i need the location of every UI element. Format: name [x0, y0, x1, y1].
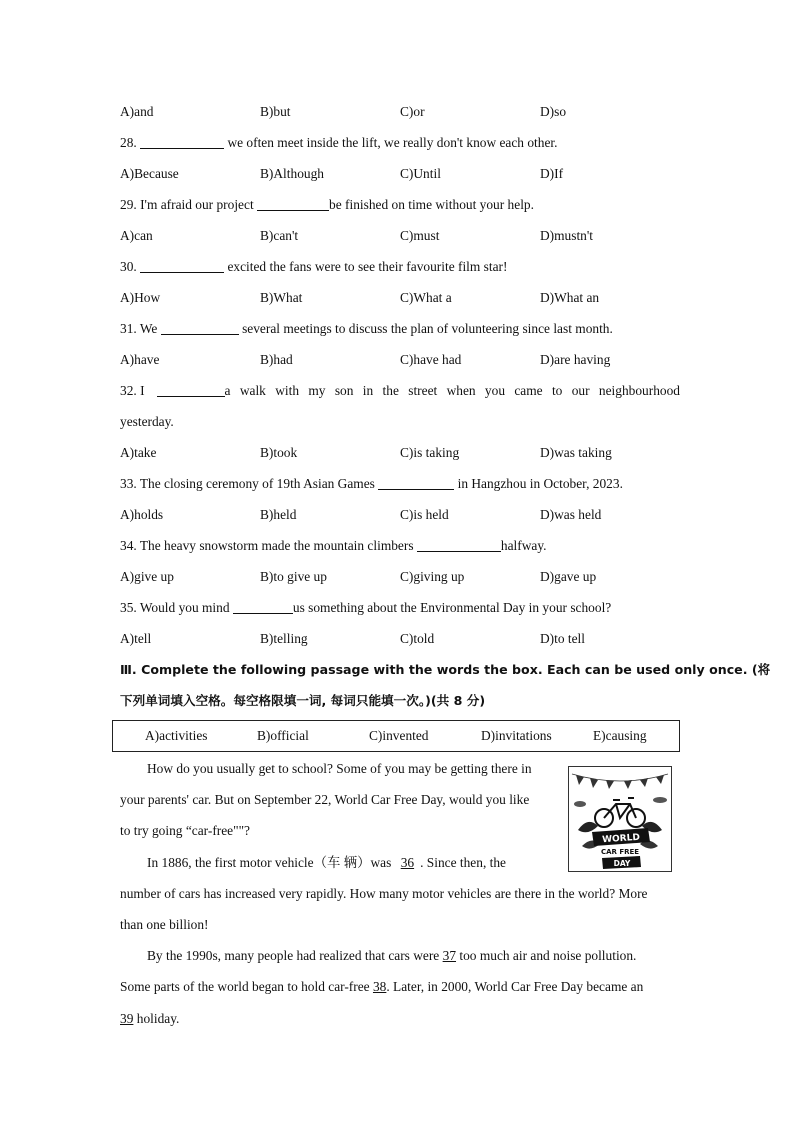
q29-stem: 29. I'm afraid our project be finished on time without your help.: [120, 197, 534, 212]
passage-line: By the 1990s, many people had realized that cars were 37 too much air and noise pollution.: [147, 948, 637, 964]
q30-options: [120, 282, 680, 313]
answer-blank: [417, 537, 501, 552]
option-d: D)mustn't: [540, 228, 594, 243]
passage-line: How do you usually get to school? Some of you may be getting there in: [147, 761, 532, 776]
blank-36: 36: [400, 854, 415, 870]
car-free-day-illustration: [568, 766, 672, 872]
image-text-car-free: CAR FREE: [600, 848, 640, 856]
option-d: D)are having: [540, 352, 611, 367]
option-a: A)holds: [120, 507, 164, 522]
option-c: C)Until: [400, 166, 441, 181]
passage-line: than one billion!: [120, 916, 209, 932]
passage-line: number of cars has increased very rapidly. How many motor vehicles are there in the world? More: [120, 885, 648, 901]
option-b: B)had: [260, 352, 293, 367]
q31-options: [120, 344, 680, 375]
answer-blank: [161, 320, 239, 335]
answer-blank: [378, 475, 454, 490]
passage-line: 39 holiday.: [120, 1010, 180, 1026]
q28-options: [120, 158, 680, 189]
q35-options: [120, 623, 680, 654]
answer-blank: [233, 599, 293, 614]
option-a: A)tell: [120, 631, 152, 646]
q34-stem: 34. The heavy snowstorm made the mountain climbers halfway.: [120, 538, 547, 553]
answer-blank: [140, 258, 224, 273]
option-b: B)held: [260, 507, 297, 522]
option-a: A)Because: [120, 166, 179, 181]
word-b: B)official: [257, 728, 309, 743]
passage-line: your parents' car. But on September 22, World Car Free Day, would you like: [120, 792, 530, 808]
option-c: C)giving up: [400, 569, 465, 584]
passage-line: Some parts of the world began to hold car-free 38. Later, in 2000, World Car Free Day became an: [120, 979, 644, 995]
blank-38: 38: [372, 979, 387, 995]
q34-options: [120, 561, 680, 592]
option-a: A)give up: [120, 569, 174, 584]
q33-options: [120, 499, 680, 530]
blank-37: 37: [442, 948, 457, 964]
q35-stem: 35. Would you mind us something about the Environmental Day in your school?: [120, 600, 612, 615]
option-b: B)took: [260, 445, 298, 460]
question-block: [120, 96, 771, 716]
word-box: [112, 720, 680, 752]
option-a: A)have: [120, 352, 160, 367]
option-c: C)have had: [400, 352, 462, 367]
option-b: B)Although: [260, 166, 324, 181]
answer-blank: [157, 382, 225, 397]
q31-stem: 31. We several meetings to discuss the plan of volunteering since last month.: [120, 321, 613, 336]
word-e: E)causing: [593, 728, 647, 743]
option-a: A)and: [120, 104, 154, 119]
answer-blank: [140, 134, 224, 149]
option-b: B)but: [260, 104, 291, 119]
section-3-heading-cn: 下列单词填入空格。每空格限填一词, 每词只能填一次。)(共 8 分): [120, 693, 486, 708]
q29-options: [120, 220, 680, 251]
option-c: C)told: [400, 631, 435, 646]
word-a: A)activities: [145, 728, 208, 743]
option-c: C)must: [400, 228, 440, 243]
option-c: C)What a: [400, 290, 452, 305]
q32-options: [120, 437, 680, 468]
q32-stem-continued: yesterday.: [120, 414, 174, 429]
option-a: A)can: [120, 228, 153, 243]
option-d: D)gave up: [540, 569, 597, 584]
passage-line: In 1886, the first motor vehicle（车 辆）was 36 . Since then, the: [147, 854, 506, 870]
q33-stem: 33. The closing ceremony of 19th Asian Games in Hangzhou in October, 2023.: [120, 476, 623, 491]
option-d: D)was taking: [540, 445, 612, 460]
image-text-world: WORLD: [601, 832, 641, 846]
option-d: D)was held: [540, 507, 602, 522]
option-d: D)What an: [540, 290, 600, 305]
option-d: D)to tell: [540, 631, 585, 646]
q30-stem: 30. excited the fans were to see their favourite film star!: [120, 259, 508, 274]
option-d: D)If: [540, 166, 564, 181]
q28-stem: 28. we often meet inside the lift, we really don't know each other.: [120, 135, 558, 150]
option-a: A)How: [120, 290, 161, 305]
option-b: B)What: [260, 290, 303, 305]
image-text-day: DAY: [613, 859, 631, 868]
option-d: D)so: [540, 104, 567, 119]
word-c: C)invented: [369, 728, 429, 743]
option-b: B)can't: [260, 228, 299, 243]
option-c: C)is taking: [400, 445, 460, 460]
blank-39: 39: [120, 1010, 134, 1026]
answer-blank: [257, 196, 329, 211]
q27-options: [120, 96, 680, 127]
option-a: A)take: [120, 445, 157, 460]
option-b: B)telling: [260, 631, 308, 646]
section-3-heading: Ⅲ. Complete the following passage with the words the box. Each can be used only once. (将: [120, 662, 771, 677]
option-c: C)or: [400, 104, 425, 119]
q32-stem: 32. I a walk with my son in the street when you came to our neighbourhood: [120, 383, 680, 398]
option-c: C)is held: [400, 507, 449, 522]
option-b: B)to give up: [260, 569, 327, 584]
passage-line: to try going “car-free""?: [120, 823, 250, 839]
word-d: D)invitations: [481, 728, 552, 743]
